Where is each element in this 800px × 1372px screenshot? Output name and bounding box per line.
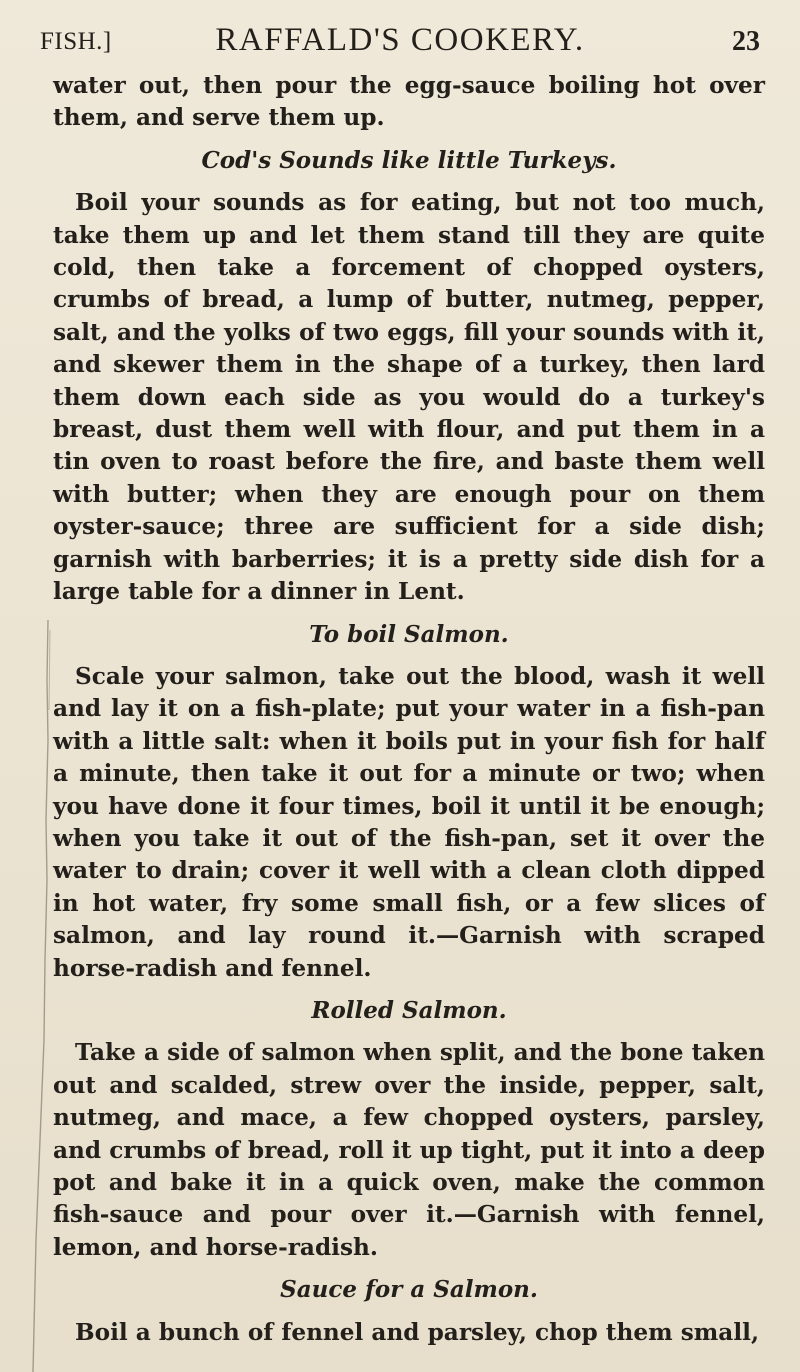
paragraph: Scale your salmon, take out the blood, wash it well and lay it on a fish-plate; put your water in a fish-pan with a little salt: when it boils put in your fish for half a minute, then take it out for a minute or two; when you have done it four times, boil it until it be enough; when you take it out of the fish-pan, set it over the water to drain; cover it well with a clean cloth dipped in hot water, fry some small fish, or a few slices of salmon, and lay round it.—Garnish with scraped horse-radish and fennel. (53, 662, 765, 982)
running-title: RAFFALD'S COOKERY. (215, 22, 585, 58)
page-body (53, 70, 765, 1349)
paragraph: Boil your sounds as for eating, but not too much, take them up and let them stand till they are quite cold, then take a forcement of chopped oysters, crumbs of bread, a lump of butter, nutmeg, pepper, salt, and the yolks of two eggs, fill your sounds with it, and skewer them in the shape of a turkey, then lard them down each side as you would do a turkey's breast, dust them well with flour, and put them in a tin oven to roast before the fire, and baste them well with butter; when they are enough pour on them oyster-sauce; three are sufficient for a side dish; garnish with barberries; it is a pretty side dish for a large table for a dinner in Lent. (53, 189, 765, 606)
paragraph: water out, then pour the egg-sauce boiling hot over them, and serve them up. (53, 72, 765, 132)
recipe-heading: Cod's Sounds like little Turkeys. (201, 146, 617, 174)
running-section: FISH.] (40, 28, 112, 55)
page-number: 23 (732, 26, 760, 57)
recipe-heading: Rolled Salmon. (311, 996, 507, 1024)
binding-edge-marks (30, 620, 52, 1372)
recipe-heading: Sauce for a Salmon. (280, 1276, 538, 1304)
recipe-heading: To boil Salmon. (309, 620, 509, 648)
paragraph: Take a side of salmon when split, and the bone taken out and scalded, strew over the inside, pepper, salt, nutmeg, and mace, a few chopped oysters, parsley, and crumbs of bread, roll it up tight, put it into a deep pot and bake it in a quick oven, make the common fish-sauce and pour over it.—Garnish with fennel, lemon, and horse-radish. (53, 1039, 765, 1261)
page-header (40, 6, 760, 66)
paragraph: Boil a bunch of fennel and parsley, chop them small, (75, 1318, 760, 1346)
